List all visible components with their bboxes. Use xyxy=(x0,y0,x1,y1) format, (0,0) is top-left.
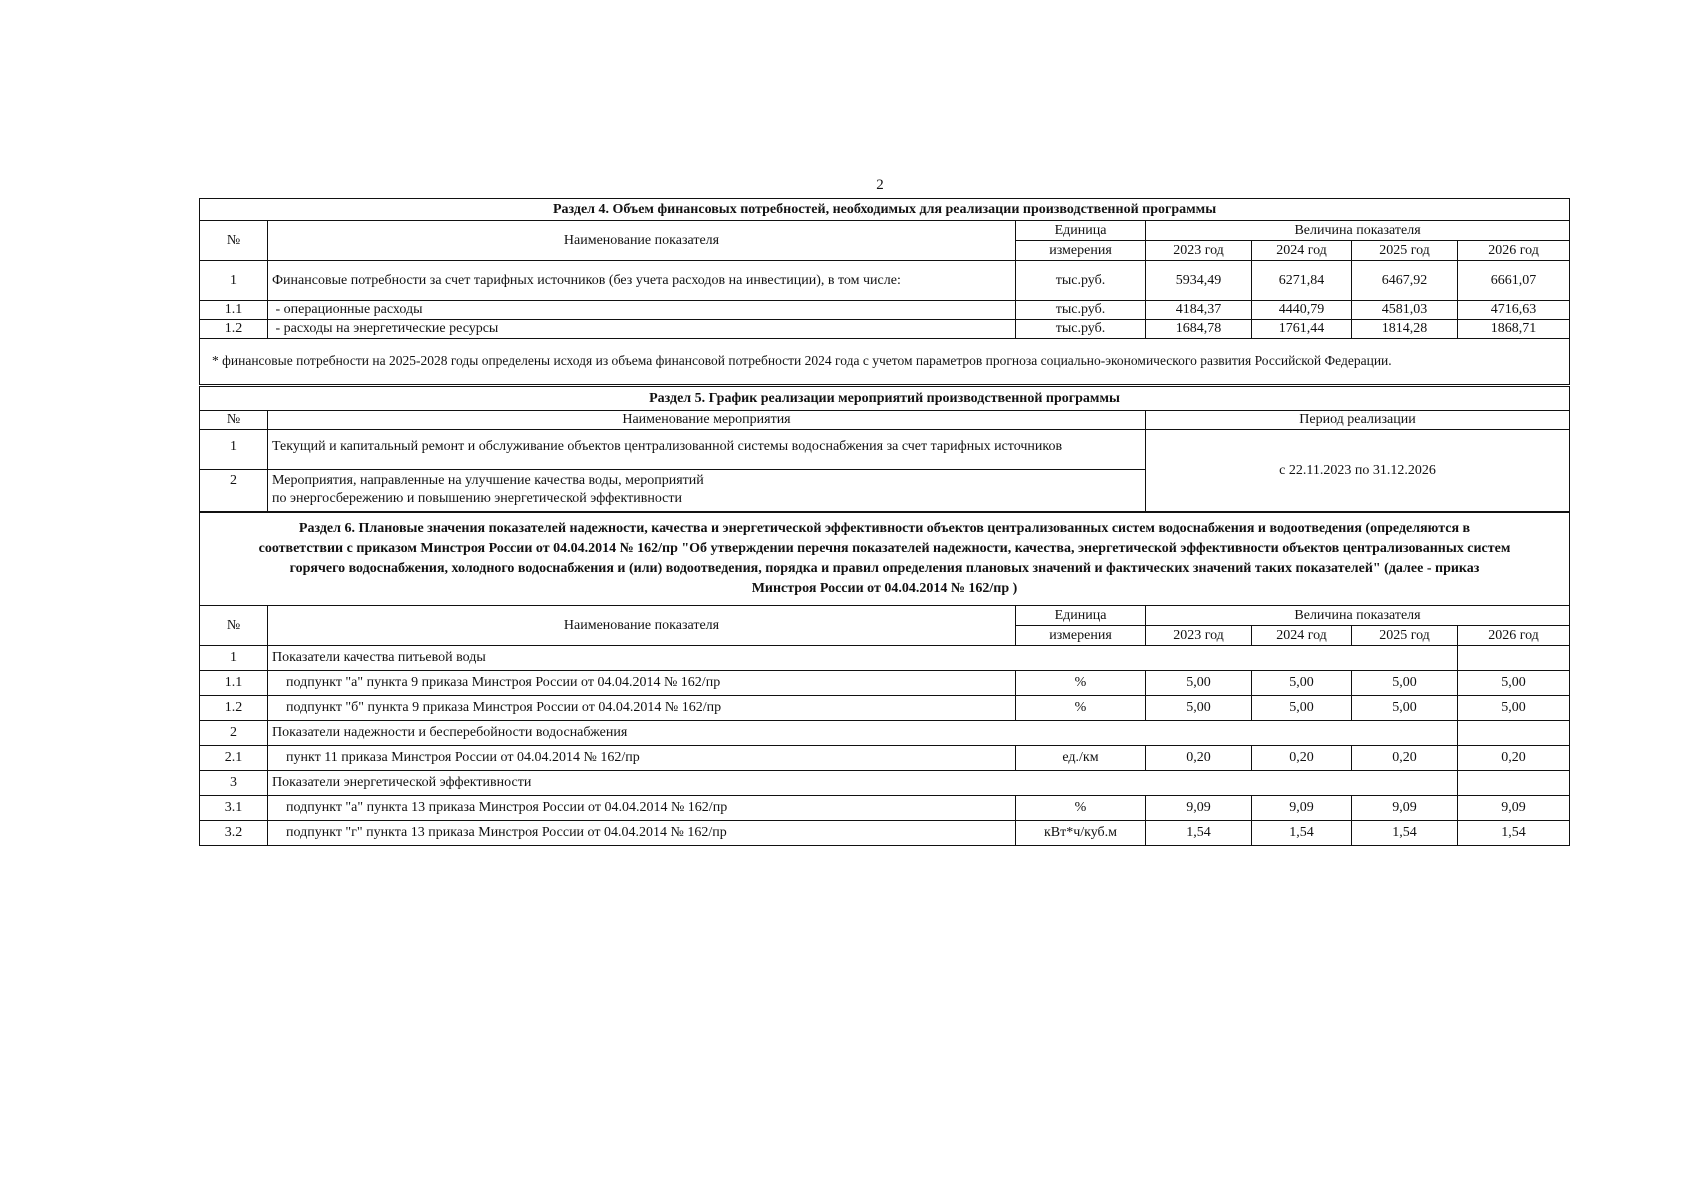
table-row xyxy=(200,301,1570,320)
row-name-line: Мероприятия, направленные на улучшение качества воды, мероприятий xyxy=(272,473,704,488)
table-row xyxy=(200,821,1570,846)
row-value: 9,09 xyxy=(1458,796,1570,821)
row-unit: % xyxy=(1016,671,1146,696)
row-value: 5,00 xyxy=(1146,696,1252,721)
row-value: 1814,28 xyxy=(1352,320,1458,339)
unit-header: Единица xyxy=(1016,606,1146,626)
row-value: 5,00 xyxy=(1146,671,1252,696)
page-number: 2 xyxy=(876,177,884,193)
num-header: № xyxy=(200,221,268,261)
year-header: 2025 год xyxy=(1352,241,1458,261)
row-num: 1 xyxy=(200,430,268,470)
row-value: 6271,84 xyxy=(1252,261,1352,301)
unit-header-line2: измерения xyxy=(1016,626,1146,646)
row-unit: тыс.руб. xyxy=(1016,261,1146,301)
table-row xyxy=(200,696,1570,721)
row-name: Финансовые потребности за счет тарифных источников (без учета расходов на инвестиции), в том числе: xyxy=(268,261,1016,301)
row-value: 1,54 xyxy=(1458,821,1570,846)
row-name: пункт 11 приказа Минстроя России от 04.04.2014 № 162/пр xyxy=(268,746,1016,771)
num-header: № xyxy=(200,606,268,646)
year-header: 2026 год xyxy=(1458,626,1570,646)
name-header: Наименование показателя xyxy=(268,606,1016,646)
section5-table xyxy=(199,386,1570,512)
row-value: 0,20 xyxy=(1352,746,1458,771)
section6-title-line: Раздел 6. Плановые значения показателей надежности, качества и энергетической эффективности объектов централизованных систем водоснабжения и водоотведения (определяются в xyxy=(298,521,1471,536)
row-name: подпункт "а" пункта 9 приказа Минстроя России от 04.04.2014 № 162/пр xyxy=(268,671,1016,696)
row-value: 5,00 xyxy=(1352,671,1458,696)
footnote: * финансовые потребности на 2025-2028 годы определены исходя из объема финансовой потребности 2024 года с учетом параметров прогноза социально-экономического развития Российской Федерации. xyxy=(200,339,1570,385)
row-num: 1.1 xyxy=(200,671,268,696)
section5-title: Раздел 5. График реализации мероприятий производственной программы xyxy=(200,387,1570,411)
row-value: 6467,92 xyxy=(1352,261,1458,301)
group-num: 2 xyxy=(200,721,268,746)
row-value: 0,20 xyxy=(1458,746,1570,771)
row-unit: тыс.руб. xyxy=(1016,301,1146,320)
section6-title-line: Минстроя России от 04.04.2014 № 162/пр ) xyxy=(751,581,1018,596)
row-unit: % xyxy=(1016,696,1146,721)
row-value: 1684,78 xyxy=(1146,320,1252,339)
section6-title-line: горячего водоснабжения, холодного водоснабжения и (или) водоотведения, порядка и правил определения плановых значений и фактических значений таких показателей" (далее - приказ xyxy=(289,561,1480,576)
empty-cell xyxy=(1458,771,1570,796)
table-row xyxy=(200,261,1570,301)
year-header: 2023 год xyxy=(1146,626,1252,646)
row-value: 5,00 xyxy=(1252,696,1352,721)
row-value: 6661,07 xyxy=(1458,261,1570,301)
row-name: подпункт "г" пункта 13 приказа Минстроя России от 04.04.2014 № 162/пр xyxy=(268,821,1016,846)
row-value: 1,54 xyxy=(1252,821,1352,846)
section4-table xyxy=(199,198,1570,385)
row-name: подпункт "б" пункта 9 приказа Минстроя России от 04.04.2014 № 162/пр xyxy=(268,696,1016,721)
unit-header-line2: измерения xyxy=(1016,241,1146,261)
section6-title-line: соответствии с приказом Минстроя России от 04.04.2014 № 162/пр "Об утверждении перечня показателей надежности, качества, энергетической эффективности объектов централизованных систем xyxy=(258,541,1511,556)
year-header: 2023 год xyxy=(1146,241,1252,261)
row-value: 9,09 xyxy=(1252,796,1352,821)
group-row xyxy=(200,771,1570,796)
row-unit: тыс.руб. xyxy=(1016,320,1146,339)
row-value: 1868,71 xyxy=(1458,320,1570,339)
row-value: 1,54 xyxy=(1352,821,1458,846)
row-name: подпункт "а" пункта 13 приказа Минстроя России от 04.04.2014 № 162/пр xyxy=(268,796,1016,821)
row-value: 9,09 xyxy=(1352,796,1458,821)
value-header: Величина показателя xyxy=(1146,221,1570,241)
row-value: 5,00 xyxy=(1458,671,1570,696)
row-name: - операционные расходы xyxy=(268,301,1016,320)
row-value: 5,00 xyxy=(1458,696,1570,721)
table-row xyxy=(200,430,1570,470)
group-num: 3 xyxy=(200,771,268,796)
row-value: 5934,49 xyxy=(1146,261,1252,301)
row-value: 9,09 xyxy=(1146,796,1252,821)
year-header: 2025 год xyxy=(1352,626,1458,646)
row-value: 4440,79 xyxy=(1252,301,1352,320)
implementation-period: с 22.11.2023 по 31.12.2026 xyxy=(1146,430,1570,512)
row-value: 4184,37 xyxy=(1146,301,1252,320)
unit-header: Единица xyxy=(1016,221,1146,241)
period-header: Период реализации xyxy=(1146,411,1570,430)
row-value: 1761,44 xyxy=(1252,320,1352,339)
group-name: Показатели энергетической эффективности xyxy=(268,771,1458,796)
empty-cell xyxy=(1458,721,1570,746)
row-value: 0,20 xyxy=(1252,746,1352,771)
row-value: 0,20 xyxy=(1146,746,1252,771)
group-row xyxy=(200,646,1570,671)
table-row xyxy=(200,671,1570,696)
section6-table xyxy=(199,512,1570,846)
group-name: Показатели надежности и бесперебойности водоснабжения xyxy=(268,721,1458,746)
row-num: 1.1 xyxy=(200,301,268,320)
row-num: 1.2 xyxy=(200,320,268,339)
value-header: Величина показателя xyxy=(1146,606,1570,626)
row-num: 3.2 xyxy=(200,821,268,846)
row-num: 1 xyxy=(200,261,268,301)
year-header: 2024 год xyxy=(1252,626,1352,646)
row-num: 1.2 xyxy=(200,696,268,721)
row-value: 5,00 xyxy=(1352,696,1458,721)
row-value: 4716,63 xyxy=(1458,301,1570,320)
row-num: 3.1 xyxy=(200,796,268,821)
year-header: 2024 год xyxy=(1252,241,1352,261)
name-header: Наименование показателя xyxy=(268,221,1016,261)
row-unit: ед./км xyxy=(1016,746,1146,771)
group-num: 1 xyxy=(200,646,268,671)
section6-title xyxy=(200,513,1570,606)
row-name xyxy=(268,470,1146,512)
row-name: Текущий и капитальный ремонт и обслуживание объектов централизованной системы водоснабжения за счет тарифных источников xyxy=(268,430,1146,470)
section4-title: Раздел 4. Объем финансовых потребностей, необходимых для реализации производственной программы xyxy=(200,199,1570,221)
row-value: 4581,03 xyxy=(1352,301,1458,320)
row-unit: % xyxy=(1016,796,1146,821)
group-row xyxy=(200,721,1570,746)
activity-header: Наименование мероприятия xyxy=(268,411,1146,430)
row-value: 1,54 xyxy=(1146,821,1252,846)
table-row xyxy=(200,320,1570,339)
row-name-line: по энергосбережению и повышению энергетической эффективности xyxy=(272,490,682,506)
table-row xyxy=(200,796,1570,821)
group-name: Показатели качества питьевой воды xyxy=(268,646,1458,671)
year-header: 2026 год xyxy=(1458,241,1570,261)
table-row xyxy=(200,746,1570,771)
num-header: № xyxy=(200,411,268,430)
row-num: 2 xyxy=(200,470,268,512)
row-value: 5,00 xyxy=(1252,671,1352,696)
empty-cell xyxy=(1458,646,1570,671)
row-num: 2.1 xyxy=(200,746,268,771)
row-unit: кВт*ч/куб.м xyxy=(1016,821,1146,846)
row-name: - расходы на энергетические ресурсы xyxy=(268,320,1016,339)
